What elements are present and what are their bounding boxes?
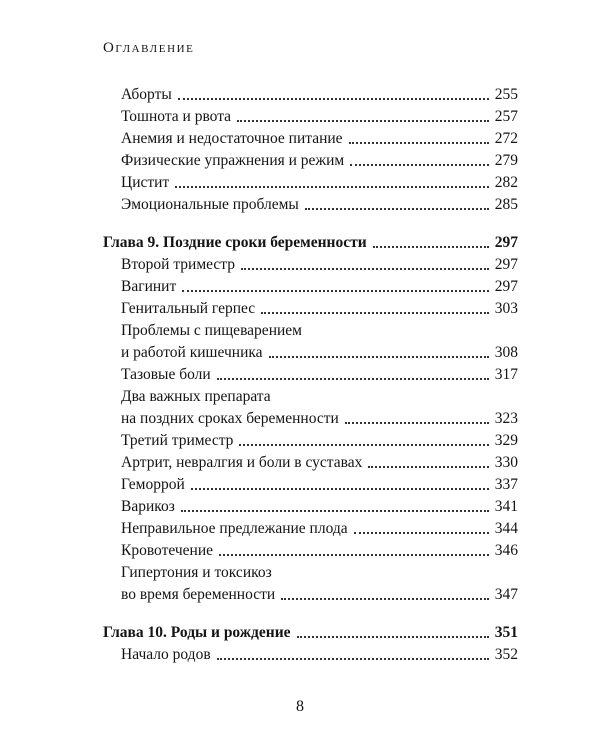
- chapter-9-heading[interactable]: [103, 231, 518, 253]
- dot-leader: [297, 636, 489, 638]
- toc-entry[interactable]: [103, 429, 518, 451]
- toc-entry-page: 279: [494, 152, 518, 169]
- toc-entry[interactable]: [103, 149, 518, 171]
- toc-entry-title: Третий триместр: [121, 432, 234, 449]
- toc-entry-line1[interactable]: [103, 385, 518, 407]
- toc-entry-page: 337: [494, 476, 518, 493]
- dot-leader: [373, 246, 489, 248]
- toc-entry[interactable]: [103, 473, 518, 495]
- dot-leader: [182, 290, 489, 292]
- toc-entry-title: Неправильное предлежание плода: [121, 520, 348, 537]
- toc-entry-page: 285: [494, 196, 518, 213]
- toc-entry-title: Проблемы с пищеварением: [121, 322, 302, 339]
- toc-entry-title: Геморрой: [121, 476, 185, 493]
- toc-entry-line2[interactable]: [103, 583, 518, 605]
- dot-leader: [349, 142, 489, 144]
- toc-entry[interactable]: [103, 275, 518, 297]
- toc-entry-page: 272: [494, 130, 518, 147]
- dot-leader: [217, 658, 489, 660]
- toc-entry[interactable]: [103, 171, 518, 193]
- dot-leader: [191, 488, 489, 490]
- dot-leader: [241, 268, 489, 270]
- toc-entry-page: 344: [494, 520, 518, 537]
- toc-entry-line1[interactable]: [103, 561, 518, 583]
- dot-leader: [178, 98, 489, 100]
- section-gap: [103, 215, 518, 231]
- dot-leader: [219, 554, 489, 556]
- toc-entry-title: Анемия и недостаточное питание: [121, 130, 343, 147]
- dot-leader: [368, 466, 488, 468]
- toc-entry[interactable]: [103, 83, 518, 105]
- toc-entry-page: 303: [494, 300, 518, 317]
- toc-entry-title: Эмоциональные проблемы: [121, 196, 299, 213]
- toc-entry-title-cont: во время беременности: [121, 586, 276, 603]
- toc-entry-title: Цистит: [121, 174, 170, 191]
- toc-entry-title: Аборты: [121, 86, 172, 103]
- toc-entry-title: Артрит, невралгия и боли в суставах: [121, 454, 363, 471]
- chapter-title: Глава 10. Роды и рождение: [103, 624, 291, 641]
- section-gap: [103, 605, 518, 621]
- toc-entry[interactable]: [103, 193, 518, 215]
- chapter-page: 297: [494, 234, 518, 251]
- toc-entry-page: 347: [494, 586, 518, 603]
- table-of-contents: [103, 83, 518, 665]
- toc-entry-title: Кровотечение: [121, 542, 214, 559]
- toc-entry-title: Вагинит: [121, 278, 177, 295]
- toc-entry[interactable]: [103, 539, 518, 561]
- toc-entry-title: Два важных препарата: [121, 388, 271, 405]
- dot-leader: [281, 598, 489, 600]
- toc-entry[interactable]: [103, 451, 518, 473]
- toc-entry-title: Начало родов: [121, 646, 211, 663]
- toc-entry[interactable]: [103, 517, 518, 539]
- dot-leader: [354, 532, 489, 534]
- chapter-10-heading[interactable]: [103, 621, 518, 643]
- toc-entry-page: 297: [494, 256, 518, 273]
- toc-entry-title: Второй триместр: [121, 256, 236, 273]
- toc-entry-title: Физические упражнения и режим: [121, 152, 345, 169]
- dot-leader: [269, 356, 489, 358]
- dot-leader: [305, 208, 489, 210]
- toc-entry-page: 257: [494, 108, 518, 125]
- toc-entry-page: 308: [494, 344, 518, 361]
- chapter-title: Глава 9. Поздние сроки беременности: [103, 234, 367, 251]
- toc-entry-page: 297: [494, 278, 518, 295]
- toc-entry[interactable]: [103, 495, 518, 517]
- toc-entry-title: Варикоз: [121, 498, 175, 515]
- dot-leader: [239, 444, 488, 446]
- toc-entry-page: 317: [494, 366, 518, 383]
- dot-leader: [261, 312, 489, 314]
- toc-entry-page: 323: [494, 410, 518, 427]
- dot-leader: [217, 378, 489, 380]
- toc-entry-title: Тазовые боли: [121, 366, 211, 383]
- dot-leader: [345, 422, 489, 424]
- toc-entry[interactable]: [103, 363, 518, 385]
- dot-leader: [237, 120, 489, 122]
- toc-entry-page: 346: [494, 542, 518, 559]
- toc-entry[interactable]: [103, 105, 518, 127]
- toc-entry-page: 352: [494, 646, 518, 663]
- toc-entry-title-cont: и работой кишечника: [121, 344, 263, 361]
- toc-entry-page: 329: [494, 432, 518, 449]
- dot-leader: [181, 510, 489, 512]
- toc-entry[interactable]: [103, 127, 518, 149]
- page-number: 8: [296, 698, 304, 715]
- dot-leader: [175, 186, 489, 188]
- toc-entry[interactable]: [103, 253, 518, 275]
- toc-entry[interactable]: [103, 643, 518, 665]
- toc-entry-page: 341: [494, 498, 518, 515]
- toc-entry-page: 282: [494, 174, 518, 191]
- toc-entry-line2[interactable]: [103, 341, 518, 363]
- chapter-page: 351: [494, 624, 518, 641]
- dot-leader: [350, 164, 489, 166]
- toc-entry-title: Генитальный герпес: [121, 300, 256, 317]
- toc-entry-page: 255: [494, 86, 518, 103]
- toc-entry-page: 330: [494, 454, 518, 471]
- toc-entry-title-cont: на поздних сроках беременности: [121, 410, 339, 427]
- toc-entry-title: Тошнота и рвота: [121, 108, 232, 125]
- toc-entry-line2[interactable]: [103, 407, 518, 429]
- toc-entry-title: Гипертония и токсикоз: [121, 564, 272, 581]
- toc-entry[interactable]: [103, 297, 518, 319]
- running-head: Оглавление: [103, 40, 195, 56]
- toc-entry-line1[interactable]: [103, 319, 518, 341]
